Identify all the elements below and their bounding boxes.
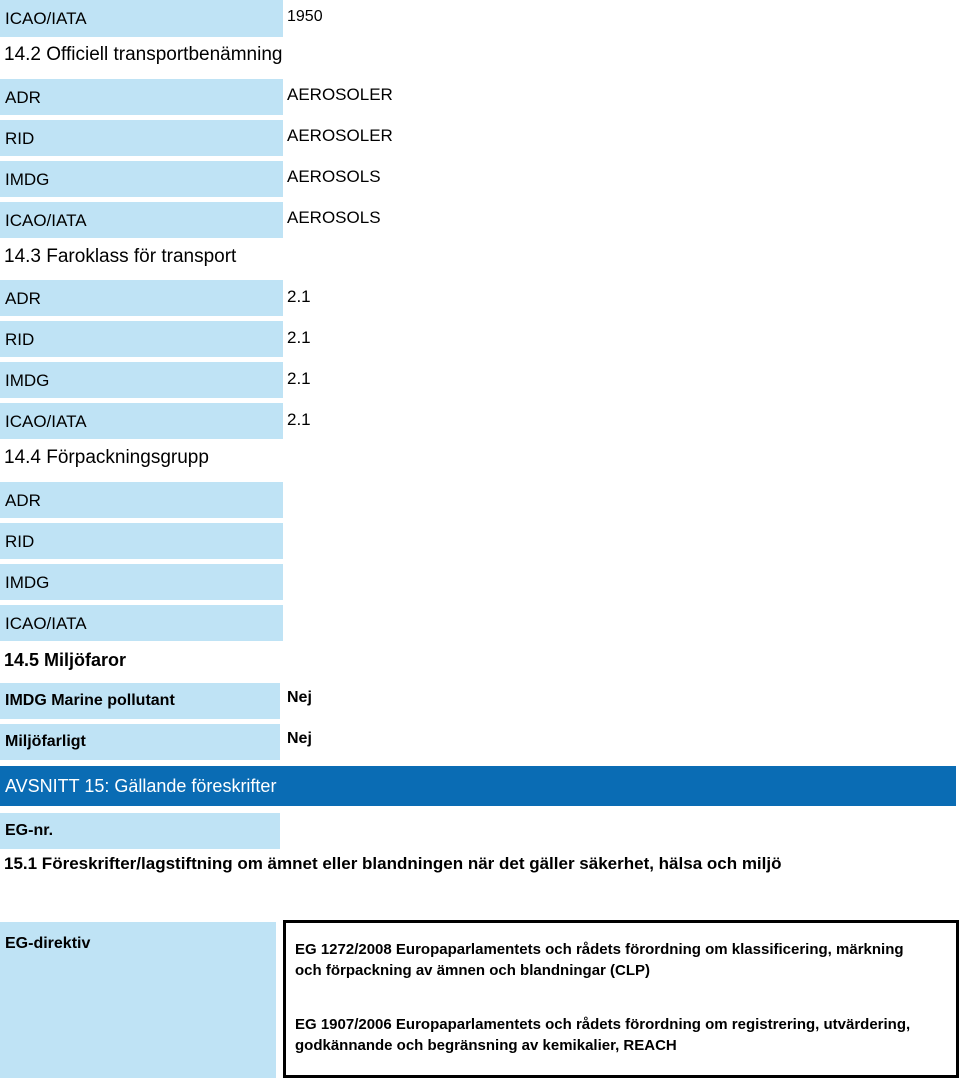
- row-14-2-label: IMDG: [0, 161, 283, 197]
- section-14-3-title: 14.3 Faroklass för transport: [4, 246, 237, 267]
- row-14-2-label: ICAO/IATA: [0, 202, 283, 238]
- row-14-3-label: IMDG: [0, 362, 283, 398]
- row-14-5-label: Miljöfarligt: [0, 724, 280, 760]
- top-row-label: ICAO/IATA: [0, 0, 283, 37]
- section-14-5-title: 14.5 Miljöfaror: [4, 650, 127, 670]
- row-14-2-value: AEROSOLER: [287, 125, 393, 145]
- regulation-item: EG 1907/2006 Europaparlamentets och rådets förordning om registrering, utvärdering, godkännande och begränsning av kemikalier, REACH: [295, 1016, 911, 1054]
- row-14-2-label: RID: [0, 120, 283, 156]
- row-14-5-label: IMDG Marine pollutant: [0, 683, 280, 719]
- regulations-box: [283, 920, 959, 1078]
- row-14-2-value: AEROSOLS: [287, 207, 381, 227]
- row-14-3-label: ICAO/IATA: [0, 403, 283, 439]
- section-14-4-title: 14.4 Förpackningsgrupp: [4, 447, 209, 468]
- row-14-3-value: 2.1: [287, 368, 311, 388]
- section-15-1-title: 15.1 Föreskrifter/lagstiftning om ämnet eller blandningen när det gäller säkerhet, hälsa och miljö: [4, 854, 782, 873]
- row-14-2-label: ADR: [0, 79, 283, 115]
- eg-nr-label: EG-nr.: [0, 813, 280, 849]
- row-14-3-value: 2.1: [287, 409, 311, 429]
- row-14-4-label: RID: [0, 523, 283, 559]
- row-14-3-value: 2.1: [287, 286, 311, 306]
- regulation-item: EG 1272/2008 Europaparlamentets och rådets förordning om klassificering, märkning och förpackning av ämnen och blandningar (CLP): [295, 941, 904, 979]
- row-14-3-label: ADR: [0, 280, 283, 316]
- row-14-5-value: Nej: [287, 730, 312, 747]
- row-14-4-label: IMDG: [0, 564, 283, 600]
- row-14-3-label: RID: [0, 321, 283, 357]
- row-14-2-value: AEROSOLS: [287, 166, 381, 186]
- row-14-2-value: AEROSOLER: [287, 84, 393, 104]
- row-14-3-value: 2.1: [287, 327, 311, 347]
- row-14-4-label: ADR: [0, 482, 283, 518]
- row-14-4-label: ICAO/IATA: [0, 605, 283, 641]
- row-14-5-value: Nej: [287, 689, 312, 706]
- eg-direktiv-label: EG-direktiv: [0, 922, 276, 1078]
- top-row-value: 1950: [287, 8, 323, 25]
- section-15-banner: AVSNITT 15: Gällande föreskrifter: [0, 766, 956, 806]
- section-14-2-title: 14.2 Officiell transportbenämning: [4, 44, 283, 65]
